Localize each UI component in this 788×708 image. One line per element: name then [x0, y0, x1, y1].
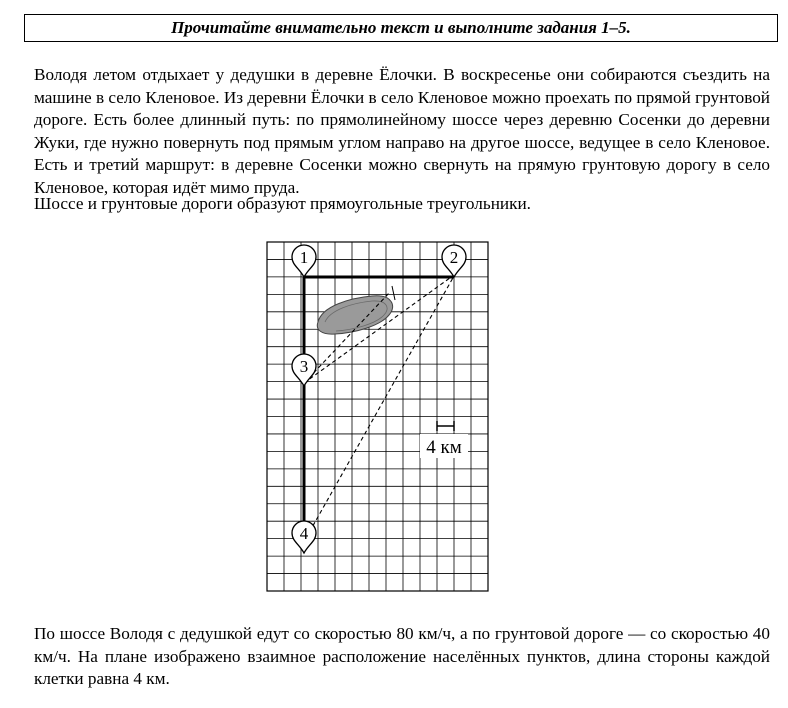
marker-4-label: 4	[299, 524, 309, 543]
instruction-text: Прочитайте внимательно текст и выполните задания 1–5.	[171, 18, 631, 37]
marker-1-label: 1	[299, 248, 309, 267]
scale-label: 4 км	[426, 437, 462, 458]
triangles-note: Шоссе и грунтовые дороги образуют прямоугольные треугольники.	[34, 194, 531, 213]
marker-4	[292, 521, 316, 553]
marker-2	[442, 245, 466, 277]
scale-indicator	[420, 421, 468, 458]
speed-paragraph: По шоссе Володя с дедушкой едут со скоростью 80 км/ч, а по грунтовой дороге — со скоростью 40 км/ч. На плане изображено взаимное расположение населённых пунктов, длина стороны каждой клетки равна 4 км.	[34, 624, 770, 688]
marker-3-label: 3	[299, 357, 309, 376]
pond	[317, 286, 395, 334]
marker-1	[292, 245, 316, 277]
problem-paragraph: Володя летом отдыхает у дедушки в деревне Ёлочки. В воскресенье они собираются съездить на машине в село Кленовое. Из деревни Ёлочки в село Кленовое можно проехать по прямой грунтовой дороге. Есть более длинный путь: по прямолинейному шоссе через деревню Сосенки до деревни Жуки, где нужно повернуть под прямым углом направо на другое шоссе, ведущее в село Кленовое. Есть и третий маршрут: в деревне Сосенки можно свернуть на прямую грунтовую дорогу в село Кленовое, которая идёт мимо пруда.	[34, 65, 770, 197]
marker-2-label: 2	[449, 248, 459, 267]
